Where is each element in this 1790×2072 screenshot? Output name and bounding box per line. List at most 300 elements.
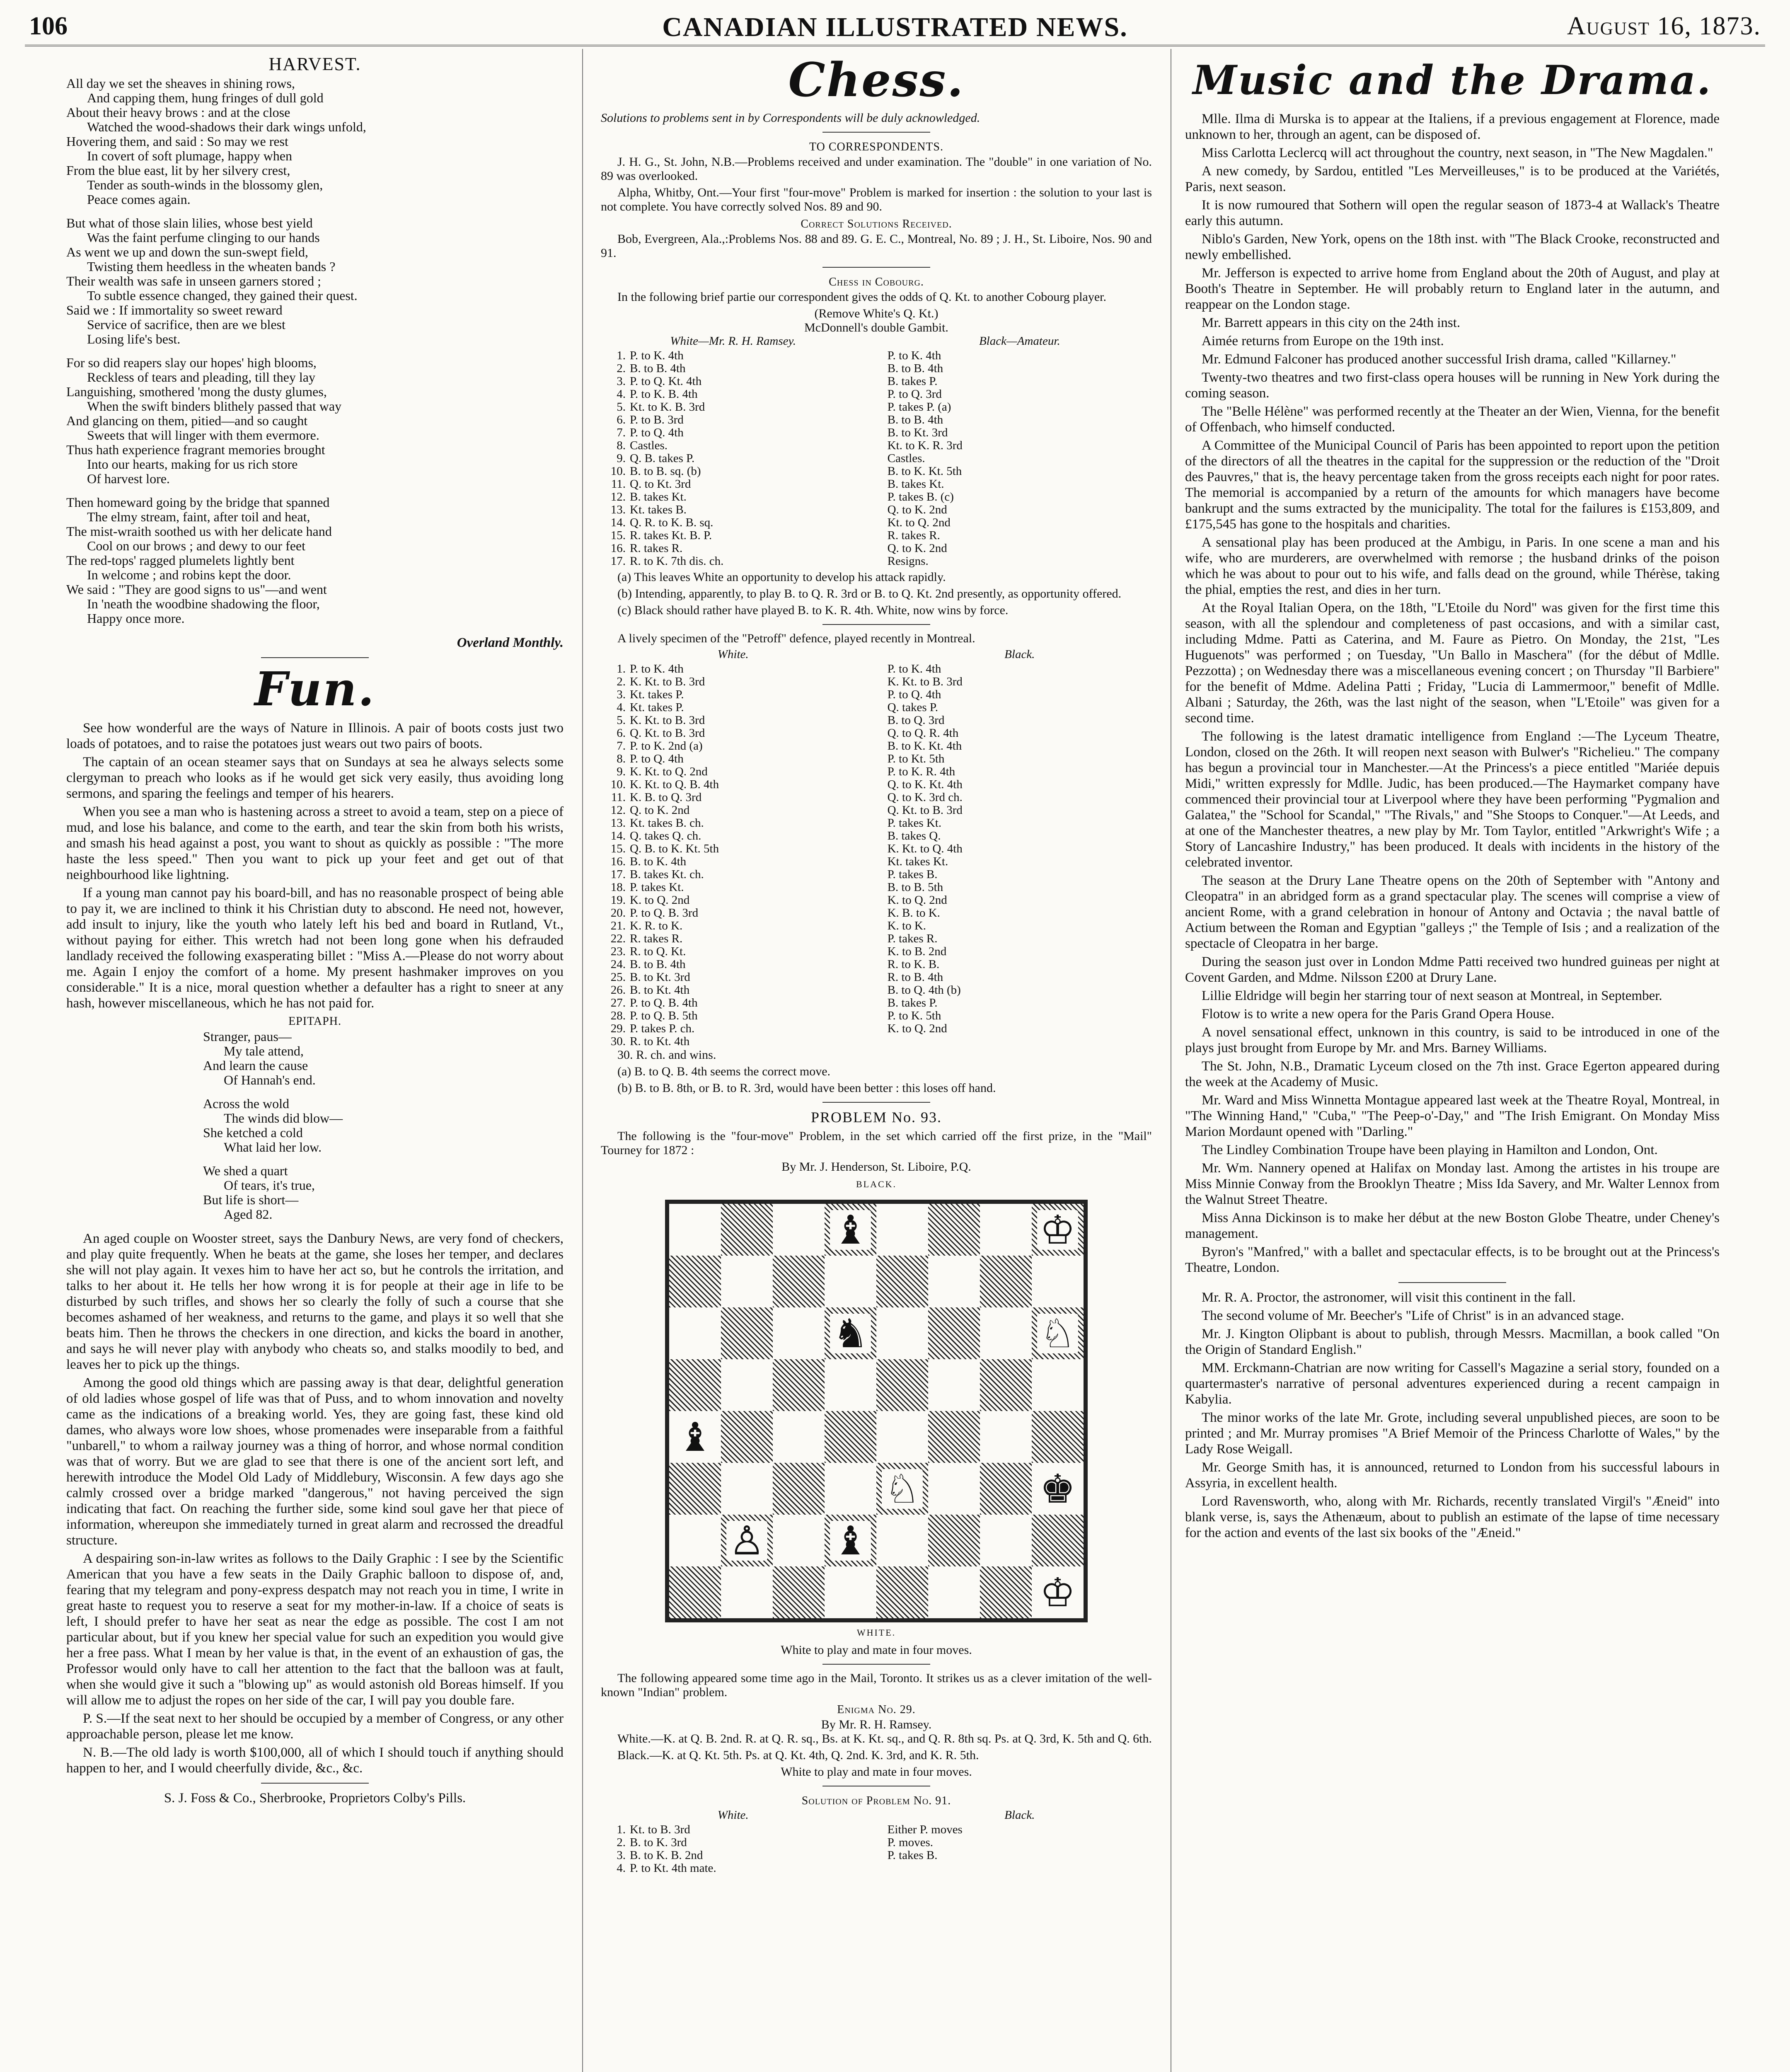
move-text: Kt. takes B. ch. (630, 816, 704, 830)
board-square (1032, 1566, 1084, 1618)
move-row (888, 1836, 1152, 1849)
enigma-author: By Mr. R. H. Ramsey. (821, 1718, 932, 1731)
move-row (888, 778, 1152, 791)
move-row (601, 1823, 865, 1836)
move-number: 11. (611, 791, 626, 804)
paragraph: Miss Anna Dickinson is to make her début at the new Boston Globe Theatre, under Cheney's management. (1185, 1210, 1720, 1241)
board-square (928, 1515, 980, 1566)
verse-line: My tale attend, (224, 1043, 304, 1058)
game-two-end: 30. R. ch. and wins. (617, 1048, 716, 1062)
move-number: 7. (617, 426, 626, 439)
move-text: P. to Kt. 4th mate. (630, 1861, 716, 1875)
paragraph: Alpha, Whitby, Ont.—Your first "four-move" Problem is marked for insertion : the solution to your last is not complete. You have correctly solved Nos. 89 and 90. (601, 186, 1152, 213)
move-row (601, 465, 865, 478)
page-number: 106 (29, 12, 68, 40)
column-right (1185, 54, 1720, 1543)
move-row (601, 842, 865, 855)
move-number: 1. (617, 662, 626, 675)
move-text: P. to Q. 3rd (887, 387, 942, 401)
paragraph: The following is the latest dramatic intelligence from England :—The Lyceum Theatre, London, closed on the 26th. It will reopen next season with Bulwer's "Richelieu." The company has begun a provincial tour in Manchester.—At the Princess's a piece entitled "Mariée depuis Midi," written expressly for Mdlle. Judic, has been produced.—The Haymarket company have commenced their provincial tour at Liverpool where they have been performing "Pygmalion and Galatea," the "School for Scandal," "The Rivals," and "She Stoops to Conquer."—At Leeds, and at one of the Manchester theatres, a new play by Mr. Tom Taylor, entitled "Arkwright's Wife ; a Story of Lancashire Industry," has been produced. It deals with incidents in the history of the celebrated inventor. (1185, 729, 1720, 870)
move-text: P. takes R. (887, 932, 938, 945)
move-text: P. to B. 3rd (630, 413, 684, 426)
move-text: K. to B. 2nd (887, 945, 947, 958)
game-two-notes (601, 1065, 1152, 1095)
move-row (601, 555, 865, 568)
paragraph: A new comedy, by Sardou, entitled "Les Merveilleuses," is to be produced at the Variétés, Paris, next season. (1185, 164, 1720, 194)
chess-diagram (665, 1200, 1088, 1622)
move-row (888, 362, 1152, 375)
board-square (980, 1463, 1032, 1515)
chess-piece-icon: ♙ (726, 1521, 767, 1561)
verse-line: But what of those slain lilies, whose best yield (66, 215, 313, 230)
move-number: 19. (610, 893, 626, 907)
move-text: P. takes P. ch. (630, 1022, 695, 1035)
move-number: 13. (610, 816, 626, 830)
correct-solutions-text: Bob, Evergreen, Ala.,:Problems Nos. 88 and 89. G. E. C., Montreal, No. 89 ; J. H., St. Liboire, Nos. 90 and 91. (601, 232, 1152, 260)
move-number: 7. (617, 739, 626, 753)
move-text: Q. to K. 3rd ch. (887, 791, 963, 804)
move-row (601, 714, 865, 727)
chess-piece-icon: ♘ (1037, 1314, 1078, 1353)
verse-line: Was the faint perfume clinging to our hands (87, 230, 320, 245)
verse-line: But life is short— (203, 1192, 299, 1207)
move-row (888, 791, 1152, 804)
stanza (66, 1029, 564, 1087)
move-text: P. to K. B. 4th (630, 387, 698, 401)
move-text: B. takes P. (887, 996, 938, 1009)
board-square (1032, 1463, 1084, 1515)
paragraph: At the Royal Italian Opera, on the 18th, "L'Etoile du Nord" was given for the first time this season, with all the splendour and completeness of past occasions, and with a similar cast, including Mdme. Patti as Caterina, and M. Faure as Pietro. On Monday, the 21st, "Les Huguenots" was performed ; on Tuesday, "Un Ballo in Maschera" (for the début of Mdlle. Pezzotta) ; on Wednesday there was a miscellaneous evening concert ; on Thursday "Il Barbiere" for the benefit of Mdme. Adelina Patti ; Friday, "Lucia di Lammermoor," benefit of Mdlle. Albani ; Saturday, the 26th, was the last night of the season, when "L'Etoile" was given for a second time. (1185, 600, 1720, 726)
board-square (825, 1566, 876, 1618)
move-number: 22. (610, 932, 626, 945)
game-one-moves (601, 335, 1152, 568)
paragraph: Mr. Ward and Miss Winnetta Montague appeared last week at the Theatre Royal, Montreal, in "The Winning Hand," "Cuba," "The Peep-o'-Day," and "The Irish Emigrant. On Monday Miss Marion Mordaunt opened with "Darling." (1185, 1093, 1720, 1139)
section-rule (261, 657, 369, 658)
move-number: 15. (610, 842, 626, 855)
board-square (773, 1359, 825, 1411)
board-square (773, 1256, 825, 1307)
move-number: 10. (610, 465, 626, 478)
verse-line: For so did reapers slay our hopes' high blooms, (66, 355, 317, 370)
move-text: R. to Kt. 4th (630, 1035, 690, 1048)
move-text: B. to B. 4th (630, 362, 686, 375)
verse-line: Thus hath experience fragrant memories brought (66, 442, 325, 457)
move-number: 17. (610, 868, 626, 881)
move-row (601, 765, 865, 778)
move-row (601, 542, 865, 555)
move-text: R. to K. B. (887, 958, 940, 971)
move-text: Castles. (630, 439, 668, 452)
move-row (601, 701, 865, 714)
board-square (669, 1566, 721, 1618)
stanza (66, 76, 564, 207)
board-square (980, 1515, 1032, 1566)
fun-paragraphs-continued (66, 1231, 564, 1776)
move-text: Q. to K. Kt. 4th (887, 778, 963, 791)
move-row (888, 349, 1152, 362)
move-row (888, 971, 1152, 984)
move-row (601, 439, 865, 452)
black-moves (888, 1809, 1152, 1875)
move-row (888, 401, 1152, 414)
verse-line: Then homeward going by the bridge that spanned (66, 495, 330, 510)
board-square (928, 1411, 980, 1463)
chess-notice: Solutions to problems sent in by Correspondents will be duly acknowledged. (601, 111, 980, 125)
move-text: P. to Kt. 5th (887, 752, 945, 765)
move-text: P. takes Kt. (887, 816, 942, 830)
move-row (601, 907, 865, 920)
move-row (888, 881, 1152, 894)
verse-line: Cool on our brows ; and dewy to our feet (87, 538, 306, 553)
paragraph: A Committee of the Municipal Council of Paris has been appointed to report upon the petition of the directors of all the theatres in the capital for the suppression or the reduction of the "Droit des Pauvres," that is, the heavy percentage taken from the gross receipts each night for poor rates. The memorial is accompanied by a return of the amounts for which managers have become bankrupt and the sums extracted by the municipality. The total for the failures is £153,809, and £175,545 has gone to the hospitals and charities. (1185, 438, 1720, 532)
verse-line: And capping them, hung fringes of dull gold (87, 90, 324, 105)
paragraph: Lillie Eldridge will begin her starring tour of next season at Montreal, in September. (1202, 988, 1662, 1003)
chess-piece-icon: ♞ (830, 1314, 871, 1353)
board-square (825, 1256, 876, 1307)
paragraph: Mr. Barrett appears in this city on the 24th inst. (1202, 315, 1461, 330)
board-square (721, 1463, 773, 1515)
move-row (888, 663, 1152, 675)
move-number: 8. (617, 752, 626, 765)
move-text: Either P. moves (887, 1823, 963, 1836)
problem-author: By Mr. J. Henderson, St. Liboire, P.Q. (781, 1160, 971, 1174)
move-text: B. to K. B. 2nd (630, 1849, 703, 1862)
board-square (928, 1256, 980, 1307)
board-square (876, 1307, 928, 1359)
cobourg-heading: Chess in Cobourg. (829, 276, 924, 288)
chess-piece-icon: ♘ (882, 1469, 922, 1509)
paragraph: (a) B. to Q. B. 4th seems the correct move. (617, 1065, 831, 1078)
move-number: 3. (617, 1849, 626, 1862)
board-square (721, 1359, 773, 1411)
move-row (888, 855, 1152, 868)
verse-line: Their wealth was safe in unseen garners stored ; (66, 274, 321, 288)
move-text: Q. to K. 2nd (887, 503, 947, 516)
verse-line: We shed a quart (203, 1163, 288, 1178)
move-row (601, 894, 865, 907)
paragraph: The minor works of the late Mr. Grote, including several unpublished pieces, are soon to be printed ; and Mr. Murray promises "A Brief Memoir of the Princess Charlotte of Wales," by the Lady Rose Weigall. (1185, 1410, 1720, 1457)
verse-line: Languishing, smothered 'mong the dusty glumes, (66, 384, 327, 399)
solution-title: Solution of Problem No. 91. (801, 1794, 951, 1807)
move-text: P. to Q. 4th (630, 426, 684, 439)
game-two-intro: A lively specimen of the "Petroff" defence, played recently in Montreal. (617, 632, 975, 645)
music-drama-paragraphs (1185, 111, 1720, 1276)
board-square (1032, 1411, 1084, 1463)
stanza (66, 216, 564, 346)
move-row (601, 727, 865, 740)
paragraph: A sensational play has been produced at the Ambigu, in Paris. In one scene a man and his wife, who are murderers, are overwhelmed with remorse ; the husband drinks of the poison which he was about to pour out to his wife, and falls dead on the ground, while Thérèse, taking the phial, empties the rest, and dies in her turn. (1185, 535, 1720, 597)
paragraph: Mr. Wm. Nannery opened at Halifax on Monday last. Among the artistes in his troupe are Miss Minnie Conway from the Brooklyn Theatre ; Miss Ida Savery, and Mr. Walter Lennox from the Walnut Street Theatre. (1185, 1161, 1720, 1207)
verse-line: The red-tops' ragged plumelets lightly bent (66, 553, 295, 568)
move-number: 30. (610, 1035, 626, 1048)
move-number: 6. (617, 413, 626, 426)
move-text: K. to K. (887, 919, 926, 932)
move-text: Q. B. to K. Kt. 5th (630, 842, 719, 855)
move-text: B. takes Q. (887, 829, 941, 842)
move-text: P. to K. 4th (887, 662, 941, 675)
move-text: Q. Kt. to B. 3rd (887, 804, 963, 817)
move-row (888, 478, 1152, 491)
board-square (669, 1204, 721, 1256)
move-text: K. R. to K. (630, 919, 683, 932)
move-row (888, 842, 1152, 855)
move-text: P. takes B. (c) (887, 490, 954, 503)
move-row (601, 971, 865, 984)
move-text: P. to Q. B. 5th (630, 1009, 698, 1022)
board-square (980, 1566, 1032, 1618)
paragraph: Byron's "Manfred," with a ballet and spectacular effects, is to be brought out at the Princess's Theatre, London. (1185, 1244, 1720, 1275)
move-number: 16. (610, 542, 626, 555)
move-number: 1. (617, 349, 626, 362)
move-row (888, 426, 1152, 439)
move-number: 27. (610, 996, 626, 1009)
black-player: Black—Amateur. (979, 334, 1060, 348)
paragraph: (b) B. to B. 8th, or B. to R. 3rd, would have been better : this loses off hand. (617, 1081, 996, 1095)
move-number: 14. (610, 516, 626, 529)
enigma-task: White to play and mate in four moves. (781, 1765, 972, 1779)
move-row (601, 452, 865, 465)
move-row (601, 740, 865, 753)
move-text: B. to K. Kt. 5th (887, 465, 962, 478)
board-square (1032, 1359, 1084, 1411)
paragraph: When you see a man who is hastening across a street to avoid a team, step on a piece of mud, and lose his balance, and come to the earth, and tear the skin from both his wrists, and smash his head against a post, you want to shout as quickly as possible : "The more haste the less speed." Then you want to pick up your feet and get out of that neighbourhood like lightning. (66, 804, 564, 882)
move-number: 8. (617, 439, 626, 452)
chess-piece-icon: ♔ (1037, 1573, 1078, 1612)
move-text: Kt. takes P. (630, 701, 684, 714)
move-text: Q. to Q. R. 4th (887, 726, 959, 740)
move-number: 2. (617, 675, 626, 688)
correct-solutions-heading: Correct Solutions Received. (801, 218, 952, 230)
move-number: 5. (617, 714, 626, 727)
move-text: P. takes B. (887, 868, 938, 881)
move-row (601, 478, 865, 491)
move-text: Resigns. (887, 554, 929, 568)
move-number: 29. (610, 1022, 626, 1035)
verse-line: When the swift binders blithely passed that way (87, 399, 342, 414)
move-number: 21. (610, 919, 626, 932)
move-row (888, 958, 1152, 971)
move-text: B. to Kt. 3rd (887, 426, 948, 439)
paragraph: Among the good old things which are passing away is that dear, delightful generation of old ladies whose gospel of life was that of Puss, and to whom innovation and novelty came as the indications of a breaking world. Yes, they are going fast, these kind old dames, who always wore low shoes, whose promenades were inseparable from a faithful "unbarell," to whom a railway journey was a thing of horror, and whose normal condition was that of worry. But we are glad to see that there is one of the ancient sort left, and herewith introduce the Model Old Lady of Middlebury, Wisconsin. A few days ago she calmly crossed over a bridge marked "dangerous," not having perceived the sign indicating that fact. On reaching the further side, some kind soul gave her that piece of information, whereupon she immediately turned in great alarm and recrossed the dreadful structure. (66, 1375, 564, 1548)
move-number: 13. (610, 503, 626, 516)
move-row (888, 503, 1152, 516)
black-moves (888, 335, 1152, 568)
move-text: Q. to K. 2nd (630, 804, 690, 817)
white-moves (601, 1809, 865, 1875)
paragraph: A novel sensational effect, unknown in this country, is said to be introduced in one of the plays just brought from Europe by Mr. and Mrs. Barney Williams. (1185, 1025, 1720, 1055)
black-label: BLACK. (856, 1179, 897, 1189)
section-rule (822, 624, 930, 625)
paragraph: (c) Black should rather have played B. to K. R. 4th. White, now wins by force. (617, 603, 1009, 617)
move-number: 9. (617, 765, 626, 778)
paragraph: The second volume of Mr. Beecher's "Life of Christ" is in an advanced stage. (1202, 1308, 1624, 1323)
move-number: 26. (610, 983, 626, 997)
move-row (601, 491, 865, 503)
white-moves (601, 335, 865, 568)
board-square (876, 1463, 928, 1515)
move-number: 9. (617, 452, 626, 465)
move-text: Kt. takes P. (630, 688, 684, 701)
move-text: Kt. takes B. (630, 503, 687, 516)
verse-line: We said : "They are good signs to us"—and went (66, 582, 327, 597)
move-number: 4. (617, 701, 626, 714)
board-square (669, 1256, 721, 1307)
board-square (1032, 1515, 1084, 1566)
move-row (601, 503, 865, 516)
paragraph: J. H. G., St. John, N.B.—Problems received and under examination. The "double" in one variation of No. 89 was overlooked. (601, 155, 1152, 183)
move-text: K. to Q. 2nd (887, 893, 947, 907)
board-square (876, 1359, 928, 1411)
fun-paragraphs (66, 720, 564, 1011)
move-text: P. to Q. B. 4th (630, 996, 698, 1009)
move-text: R. takes R. (887, 529, 940, 542)
move-row (888, 945, 1152, 958)
move-text: P. takes P. (a) (887, 400, 951, 414)
verse-line: About their heavy brows : and at the close (66, 105, 290, 120)
move-text: P. to K. 4th (630, 662, 684, 675)
move-text: B. to Kt. 4th (630, 983, 690, 997)
poem-credit: Overland Monthly. (457, 635, 564, 650)
move-row (601, 349, 865, 362)
paragraph: If a young man cannot pay his board-bill, and has no reasonable prospect of being able to pay it, we are inclined to think it his Christian duty to abscond. He need not, however, add insult to injury, like the youth who lately left his bed and board in Rutland, Vt., without paying for either. This wretch had not been long gone when his defrauded landlady received the following exasperating billet : "Miss A.—Please do not worry about me. Again I enjoy the comfort of a home. My present hashmaker improves on you considerable." It is a nice, moral question whether a defaulter has a right to sneer at any hash, however miscellaneous, which he has not paid for. (66, 886, 564, 1011)
board-square (928, 1566, 980, 1618)
verse-line: To subtle essence changed, they gained their quest. (87, 288, 358, 303)
move-row (888, 920, 1152, 932)
move-text: K. Kt. to Q. 4th (887, 842, 963, 855)
move-row (601, 663, 865, 675)
verse-line: Of tears, it's true, (224, 1178, 315, 1193)
move-row (888, 529, 1152, 542)
board-square (721, 1204, 773, 1256)
publication-title: CANADIAN ILLUSTRATED NEWS. (662, 12, 1128, 42)
board-square (721, 1515, 773, 1566)
cobourg-opening: McDonnell's double Gambit. (804, 321, 948, 334)
verse-line: Twisting them heedless in the wheaten bands ? (87, 259, 336, 274)
move-text: K. to Q. 2nd (630, 893, 690, 907)
move-text: Kt. to K. B. 3rd (630, 400, 705, 414)
paragraph: Flotow is to write a new opera for the Paris Grand Opera House. (1202, 1007, 1555, 1021)
paragraph: The captain of an ocean steamer says that on Sundays at sea he always selects some clergyman to preach who looks as if he would get sick very easily, thus avoiding long sermons, and sparing the feelings and temper of his hearers. (66, 755, 564, 801)
verse-line: And glancing on them, pitied—and so caught (66, 413, 308, 428)
move-row (888, 688, 1152, 701)
board-square (980, 1411, 1032, 1463)
move-text: K. B. to Q. 3rd (630, 791, 702, 804)
move-row (601, 868, 865, 881)
chess-piece-icon: ♝ (675, 1417, 715, 1457)
to-correspondents-heading: TO CORRESPONDENTS. (809, 140, 943, 153)
section-rule (1398, 1282, 1506, 1283)
board-square (773, 1307, 825, 1359)
harvest-poem (66, 76, 564, 626)
verse-line: From the blue east, lit by her silvery crest, (66, 163, 290, 178)
move-row (601, 375, 865, 388)
move-number: 28. (610, 1009, 626, 1022)
section-rule (261, 1783, 369, 1784)
paragraph: Twenty-two theatres and two first-class opera houses will be running in New York during the coming season. (1185, 370, 1720, 401)
enigma-white: White.—K. at Q. B. 2nd. R. at Q. R. sq., Bs. at K. Kt. sq., and Q. R. 8th sq. Ps. at Q. 3rd, K. 5th and Q. 6th. (617, 1732, 1152, 1745)
move-text: Q. R. to K. B. sq. (630, 516, 714, 529)
move-row (888, 727, 1152, 740)
paragraph: Mr. J. Kington Olipbant is about to publish, through Messrs. Macmillan, a book called "On the Origin of Standard English." (1185, 1326, 1720, 1357)
move-number: 24. (610, 958, 626, 971)
move-row (888, 753, 1152, 765)
move-text: B. to B. sq. (b) (630, 465, 701, 478)
board-square (876, 1204, 928, 1256)
move-text: B. to K. Kt. 4th (887, 739, 962, 753)
issue-date: August 16, 1873. (1567, 12, 1761, 40)
verse-line: Aged 82. (224, 1207, 273, 1222)
paragraph: Lord Ravensworth, who, along with Mr. Richards, recently translated Virgil's "Æneid" into blank verse, is, says the Athenæum, about to publish an estimate of the lapse of time necessary for the action and events of the last six books of the "Æneid." (1185, 1494, 1720, 1540)
move-number: 10. (610, 778, 626, 791)
move-row (601, 516, 865, 529)
black-player: Black. (1004, 1808, 1035, 1822)
board-square (669, 1411, 721, 1463)
white-moves (601, 648, 865, 1048)
move-number: 2. (617, 1836, 626, 1849)
move-row (601, 1862, 865, 1875)
move-row (888, 984, 1152, 997)
move-row (888, 414, 1152, 426)
board-square (980, 1204, 1032, 1256)
board-square (669, 1463, 721, 1515)
page-header (29, 12, 1761, 41)
move-text: P. to K. 2nd (a) (630, 739, 703, 753)
verse-line: As went we up and down the sun-swept field, (66, 244, 308, 259)
move-number: 20. (610, 906, 626, 920)
board-square (876, 1256, 928, 1307)
move-row (601, 778, 865, 791)
move-row (888, 1022, 1152, 1035)
literary-notes (1185, 1290, 1720, 1541)
paragraph: The St. John, N.B., Dramatic Lyceum closed on the 7th inst. Grace Egerton appeared during the week at the Academy of Music. (1185, 1059, 1720, 1089)
move-row (601, 1035, 865, 1048)
move-text: P. to K. 4th (630, 349, 684, 362)
move-text: R. takes R. (630, 542, 683, 555)
move-text: Kt. to B. 3rd (630, 1823, 690, 1836)
move-text: P. takes Kt. (630, 881, 684, 894)
move-row (601, 881, 865, 894)
move-row (601, 958, 865, 971)
chess-board (665, 1200, 1088, 1622)
move-number: 23. (610, 945, 626, 958)
board-square (669, 1359, 721, 1411)
move-number: 18. (610, 881, 626, 894)
verse-line: Hovering them, and said : So may we rest (66, 134, 288, 149)
move-row (888, 907, 1152, 920)
board-square (773, 1204, 825, 1256)
paragraph: P. S.—If the seat next to her should be occupied by a member of Congress, or any other approachable person, please let me know. (66, 1711, 564, 1742)
move-number: 17. (610, 554, 626, 568)
move-row (601, 791, 865, 804)
move-row (888, 1823, 1152, 1836)
board-square (721, 1566, 773, 1618)
move-row (888, 740, 1152, 753)
move-text: B. takes Kt. ch. (630, 868, 704, 881)
board-square (773, 1463, 825, 1515)
move-row (601, 1009, 865, 1022)
move-text: B. takes Kt. (630, 490, 687, 503)
verse-line: The winds did blow— (224, 1111, 343, 1126)
chess-piece-icon: ♚ (1037, 1469, 1078, 1509)
move-text: B. to B. 4th (630, 958, 686, 971)
move-text: B. to Q. 3rd (887, 714, 945, 727)
move-row (601, 529, 865, 542)
move-text: Q. B. takes P. (630, 452, 695, 465)
move-row (888, 932, 1152, 945)
move-number: 3. (617, 688, 626, 701)
music-drama-title: Music and the Drama. (1193, 57, 1712, 104)
move-text: K. to Q. 2nd (887, 1022, 947, 1035)
